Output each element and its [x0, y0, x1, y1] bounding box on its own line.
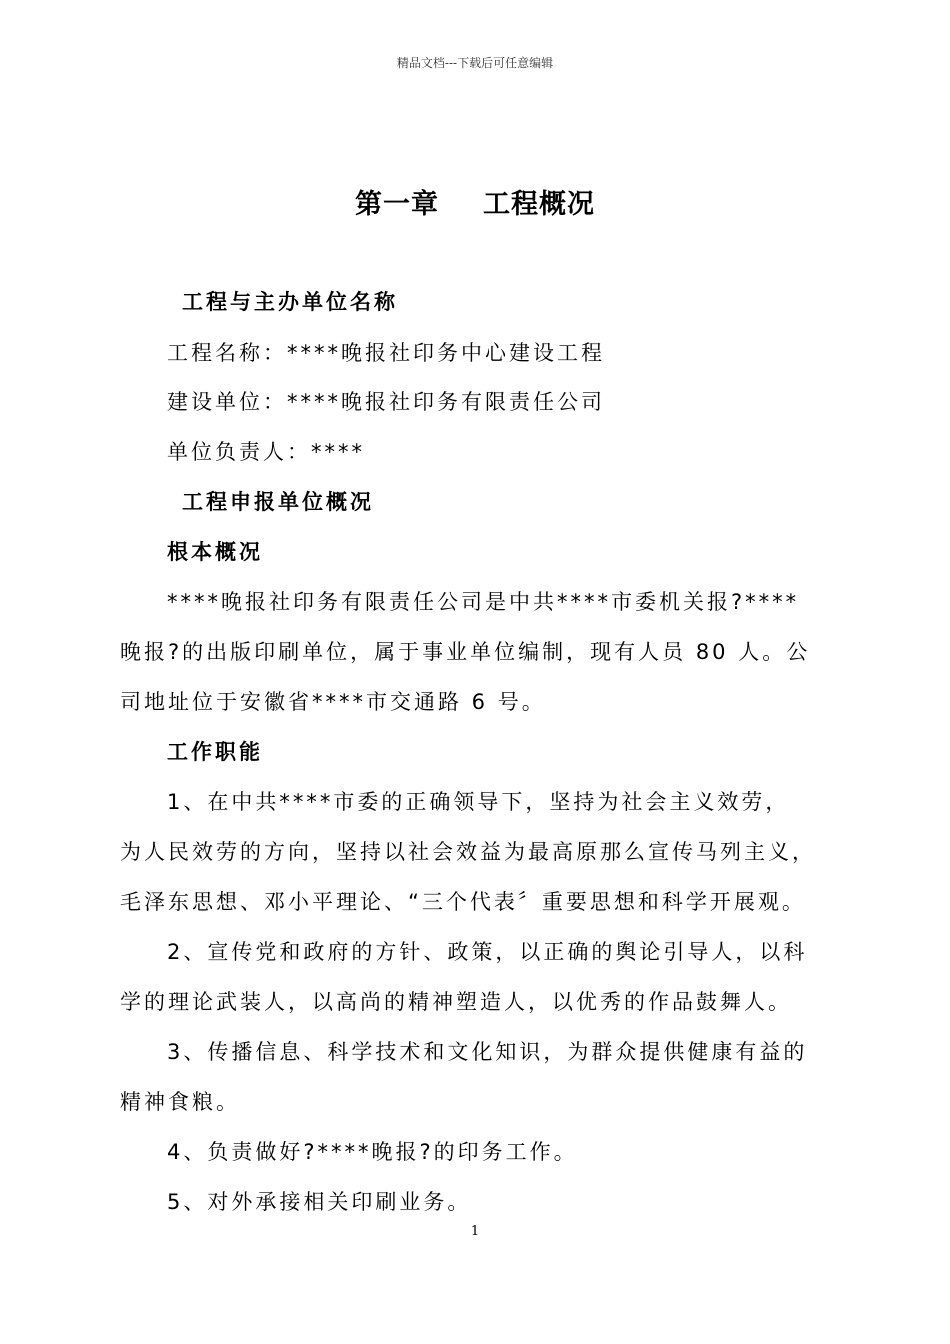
function-line: 为人民效劳的方向，坚持以社会效益为最高原那么宣传马列主义，	[120, 840, 816, 864]
chapter-number: 第一章	[355, 189, 439, 220]
function-line: 4、负责做好?****晚报?的印务工作。	[167, 1140, 578, 1164]
paragraph-line: 司地址位于安徽省****市交通路 6 号。	[120, 690, 546, 714]
function-line: 3、传播信息、科学技术和文化知识，为群众提供健康有益的	[167, 1040, 808, 1064]
paragraph-line: 晚报?的出版印刷单位，属于事业单位编制，现有人员 80 人。公	[120, 640, 811, 664]
function-line: 精神食粮。	[120, 1090, 240, 1114]
paragraph-line: ****晚报社印务有限责任公司是中共****市委机关报?****	[167, 590, 800, 614]
function-line: 1、在中共****市委的正确领导下，坚持为社会主义效劳，	[167, 790, 790, 814]
chapter-title	[0, 182, 950, 221]
project-name: 工程名称：****晚报社印务中心建设工程	[167, 341, 605, 365]
section-heading-applicant-overview: 工程申报单位概况	[182, 490, 374, 514]
function-line: 毛泽东思想、邓小平理论、“三个代表〞重要思想和科学开展观。	[120, 890, 806, 914]
function-line: 学的理论武装人，以高尚的精神塑造人，以优秀的作品鼓舞人。	[120, 990, 792, 1014]
construction-unit: 建设单位：****晚报社印务有限责任公司	[167, 390, 605, 414]
section-heading-work-functions: 工作职能	[167, 740, 263, 764]
function-line: 5、对外承接相关印刷业务。	[167, 1190, 472, 1214]
header-note: 精品文档---下载后可任意编辑	[396, 56, 554, 70]
function-line: 2、宣传党和政府的方针、政策，以正确的舆论引导人，以科	[167, 940, 808, 964]
page-number: 1	[470, 1224, 480, 1239]
section-heading-basic-overview: 根本概况	[167, 540, 263, 564]
chapter-name: 工程概况	[483, 189, 595, 220]
section-heading-project-units: 工程与主办单位名称	[182, 290, 398, 314]
unit-leader: 单位负责人：****	[167, 440, 365, 464]
